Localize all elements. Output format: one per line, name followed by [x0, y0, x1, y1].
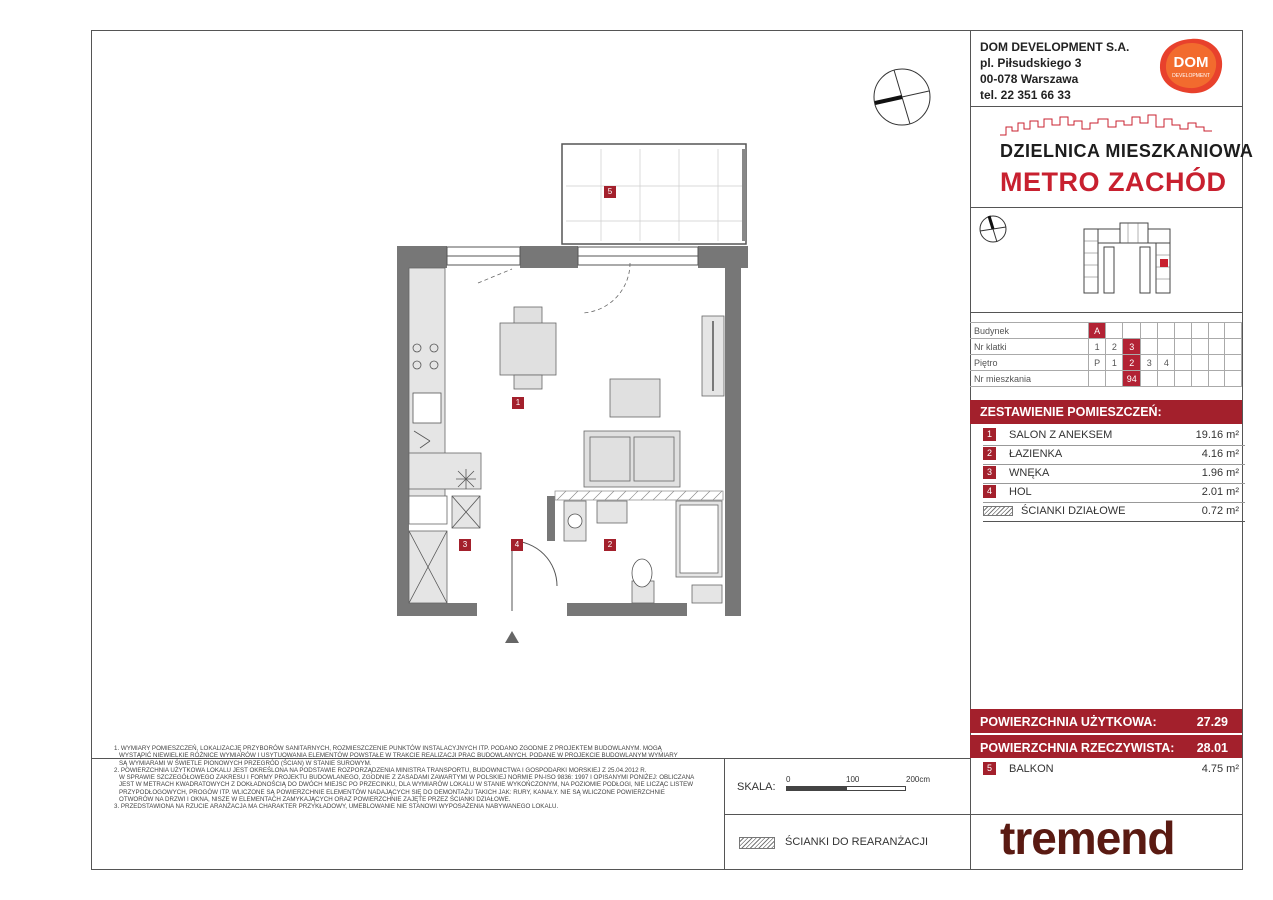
- rooms-header: ZESTAWIENIE POMIESZCZEŃ:: [970, 400, 1242, 424]
- room-row: 2 ŁAZIENKA 4.16 m²: [983, 445, 1245, 465]
- company-city: 00-078 Warszawa: [980, 72, 1079, 86]
- pietro-value: 4: [1158, 355, 1175, 371]
- notes: 1. WYMIARY POMIESZCZEŃ, LOKALIZACJĘ PRZYBORÓW SANITARNYCH, ROZMIESZCZENIE PUNKTÓW INSTALACYJNYCH ITP. PODANO ZGODNIE Z PROJEKTEM BUDOWLANYM. MOGĄ WYSTĄPIĆ NIEWIELKIE RÓŻNICE WYMIARÓW I USYTUOWANIA ELEMENTÓW POWSTAŁE W TRAKCIE REALIZACJI PRAC BUDOWLANYCH. PODANE W PROJEKCIE BUDOWLANYM WYMIARY SĄ WYMIARAMI W ŚWIETLE PIONOWYCH PRZEGRÓD (ŚCIAN) W STANIE SUROWYM. 2. POWIERZCHNIA UŻYTKOWA LOKALU JEST OKREŚLONA NA PODSTAWIE ROZPORZĄDZENIA MINISTRA TRANSPORTU, BUDOWNICTWA I GOSPODARKI MORSKIEJ Z 25.04.2012 R. W SPRAWIE SZCZEGÓŁOWEGO ZAKRESU I FORMY PROJEKTU BUDOWLANEGO, ZGODNIE Z ZASADAMI ZAWARTYMI W POLSKIEJ NORMIE PN-ISO 9836: 1997 I OPISANYMI PONIŻEJ: OBLICZANA JEST W METRACH KWADRATOWYCH Z DOKŁADNOŚCIĄ DO DWÓCH MIEJSC PO PRZECINKU, DLA WYMIARÓW LOKALU W STANIE WYKOŃCZONYM, NA POZIOMIE PODŁOGI, NIE LICZĄC LISTEW PRZYPODŁOGOWYCH, PROGÓW ITP. WLICZONE SĄ POWIERZCHNIE ELEMENTÓW NADAJĄCYCH SIĘ DO DEMONTAŻU TAKICH JAK: RURY, KANAŁY. NIE SĄ WLICZONE POWIERZCHNIE OTWORÓW NA DRZWI I OKNA, NISZE W ELEMENTACH ZAMYKAJĄCYCH ORAZ POWIERZCHNIE ZAJĘTE PRZEZ ŚCIANKI DZIAŁOWE. 3. PRZEDSTAWIONA NA RZUCIE ARANŻACJA MA CHARAKTER PRZYKŁADOWY, UMEBLOWANIE NIE STANOWI WYPOSAŻENIA NABYWANEGO LOKALU.: [114, 745, 695, 811]
- rearrange-label: ŚCIANKI DO REARANŻACJI: [785, 836, 929, 848]
- dom-development-logo: [1156, 37, 1226, 95]
- usable-area-bar: POWIERZCHNIA UŻYTKOWA: 27.29: [970, 709, 1242, 733]
- room-row: 3 WNĘKA 1.96 m²: [983, 464, 1245, 484]
- building-site-map: [1082, 221, 1182, 306]
- plan-tag-alcove: 3: [459, 539, 471, 551]
- pietro-value: P: [1089, 355, 1106, 371]
- rearrange-swatch: [739, 837, 775, 849]
- panel-divider: [724, 814, 970, 815]
- room-row: 4 HOL 2.01 m²: [983, 483, 1245, 503]
- room-row: 1 SALON Z ANEKSEM 19.16 m²: [983, 426, 1245, 446]
- panel-divider: [970, 106, 1242, 107]
- mieszkanie-value: 94: [1123, 371, 1141, 387]
- floor-plan: [392, 141, 762, 666]
- north-compass-icon: [872, 67, 932, 132]
- pietro-value: 3: [1141, 355, 1158, 371]
- plan-tag-bathroom: 2: [604, 539, 616, 551]
- actual-area-bar: POWIERZCHNIA RZECZYWISTA: 28.01: [970, 735, 1242, 758]
- balcony-row: 5 BALKON 4.75 m²: [983, 760, 1245, 779]
- panel-divider: [970, 207, 1242, 208]
- plan-tag-balcony: 5: [604, 186, 616, 198]
- company-address: [980, 39, 1129, 103]
- partition-row: ŚCIANKI DZIAŁOWE 0.72 m²: [983, 502, 1245, 522]
- mieszkanie-label: Nr mieszkania: [970, 371, 1089, 387]
- brand-line-1: DZIELNICA MIESZKANIOWA: [1000, 141, 1254, 161]
- location-table: [970, 322, 1242, 387]
- hatch-swatch: [983, 506, 1013, 516]
- klatka-value-selected: 3: [1123, 339, 1141, 355]
- budynek-label: Budynek: [970, 323, 1089, 339]
- klatka-label: Nr klatki: [970, 339, 1089, 355]
- budynek-value: A: [1089, 323, 1106, 339]
- company-name: DOM DEVELOPMENT S.A.: [980, 40, 1130, 54]
- panel-divider: [970, 312, 1242, 313]
- company-street: pl. Piłsudskiego 3: [980, 56, 1082, 70]
- scale-bar: 0 100 200cm: [784, 772, 914, 796]
- scale-label: SKALA:: [737, 781, 776, 793]
- balcony-area: [562, 144, 746, 244]
- pietro-value-selected: 2: [1123, 355, 1141, 371]
- klatka-value: 2: [1106, 339, 1123, 355]
- plan-tag-salon: 1: [512, 397, 524, 409]
- klatka-value: 1: [1089, 339, 1106, 355]
- plan-tag-hall: 4: [511, 539, 523, 551]
- svg-text:DEVELOPMENT: DEVELOPMENT: [1172, 73, 1210, 79]
- skyline-graphic: [1000, 113, 1212, 142]
- small-compass-icon: [978, 214, 1008, 249]
- brand-line-2: METRO ZACHÓD: [1000, 167, 1227, 197]
- pietro-value: 1: [1106, 355, 1123, 371]
- company-phone: tel. 22 351 66 33: [980, 88, 1071, 102]
- plan-sheet: [91, 30, 1254, 870]
- pietro-label: Piętro: [970, 355, 1089, 371]
- svg-text:DOM: DOM: [1173, 54, 1209, 71]
- tremend-logo: tremend: [1000, 812, 1175, 864]
